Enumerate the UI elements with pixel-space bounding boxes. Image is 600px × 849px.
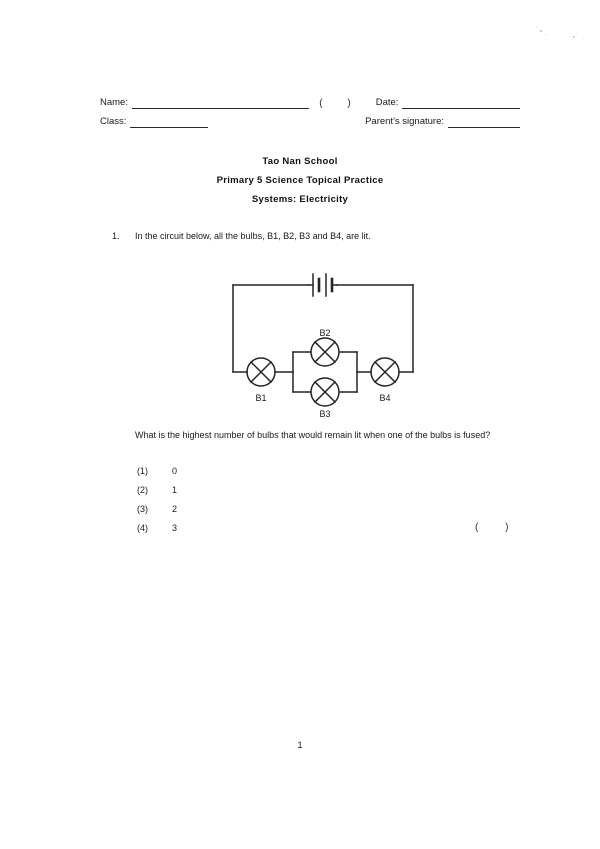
class-input-line[interactable] xyxy=(130,116,208,128)
option-3-key: (3) xyxy=(137,504,148,514)
topic-title: Systems: Electricity xyxy=(251,194,349,205)
option-2[interactable] xyxy=(137,485,177,504)
class-signature-row xyxy=(100,109,520,128)
option-1-value: 0 xyxy=(172,466,178,476)
option-4-key: (4) xyxy=(137,523,148,533)
index-number-bracket[interactable]: ( ) xyxy=(319,98,362,109)
scan-speckle xyxy=(573,36,575,38)
question-number: 1. xyxy=(112,231,120,241)
answer-options xyxy=(137,466,177,542)
class-label: Class: xyxy=(100,116,127,127)
scan-speckle xyxy=(576,33,577,34)
option-3-value: 2 xyxy=(172,504,178,514)
option-3[interactable] xyxy=(137,504,177,523)
option-2-value: 1 xyxy=(172,485,178,495)
bulb-b2-label: B2 xyxy=(319,328,331,338)
scan-speckle xyxy=(545,34,546,35)
bulb-b1-label: B1 xyxy=(255,393,267,403)
option-4-value: 3 xyxy=(172,523,178,533)
option-4[interactable] xyxy=(137,523,177,542)
signature-group xyxy=(365,116,520,128)
student-header-fields xyxy=(100,90,520,128)
date-input-line[interactable] xyxy=(402,97,520,109)
page-number: 1 xyxy=(297,740,303,750)
circuit-diagram xyxy=(215,262,435,417)
question-stem: In the circuit below, all the bulbs, B1, B2, B3 and B4, are lit. xyxy=(135,231,371,241)
parent-signature-input-line[interactable] xyxy=(448,116,520,128)
name-input-line[interactable] xyxy=(132,97,309,109)
date-label: Date: xyxy=(375,97,399,108)
school-name: Tao Nan School xyxy=(262,156,338,167)
title-block xyxy=(0,152,600,209)
bulb-b4-label: B4 xyxy=(379,393,391,403)
scan-speckle xyxy=(536,27,537,28)
name-date-row xyxy=(100,90,520,109)
option-1[interactable] xyxy=(137,466,177,485)
question-prompt: What is the highest number of bulbs that would remain lit when one of the bulbs is fused? xyxy=(135,430,491,440)
option-2-key: (2) xyxy=(137,485,148,495)
parent-signature-label: Parent's signature: xyxy=(365,116,444,127)
answer-bracket[interactable]: ( ) xyxy=(475,522,521,533)
name-label: Name: xyxy=(100,97,128,108)
bulb-b3-label: B3 xyxy=(319,409,331,417)
paper-title: Primary 5 Science Topical Practice xyxy=(216,175,384,186)
option-1-key: (1) xyxy=(137,466,148,476)
scan-speckle xyxy=(540,30,542,32)
